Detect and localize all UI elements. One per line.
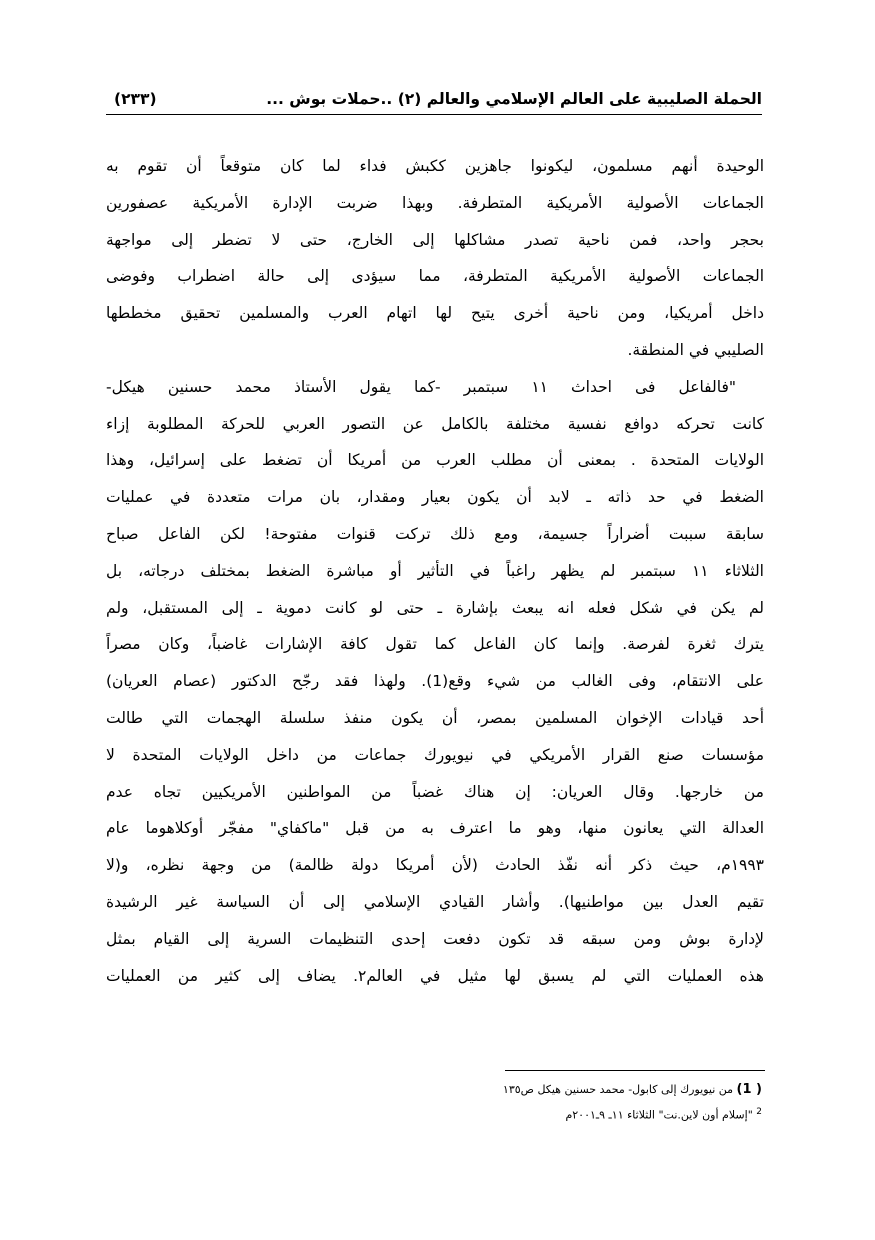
- text-line: الجماعات الأصولية الأمريكية المتطرفة، مما سيؤدى إلى حالة اضطراب وفوضى: [106, 267, 764, 286]
- body-text: [106, 148, 764, 994]
- page-number: (٢٣٣): [114, 90, 157, 108]
- text-line: الصليبي في المنطقة.: [627, 340, 764, 359]
- text-line: يترك ثغرة لفرصة. وإنما كان الفاعل كما تقول كافة الإشارات غاضباً، وكان مصراً: [106, 635, 764, 654]
- text-line: مؤسسات صنع القرار الأمريكي في نيويورك جماعات من داخل الولايات المتحدة لا: [106, 745, 764, 764]
- running-header: [106, 86, 762, 115]
- footnote-1: [300, 1079, 762, 1101]
- footnote-1-marker: ( 1): [736, 1082, 762, 1097]
- footnote-separator: [505, 1070, 765, 1071]
- text-line: تقيم العدل بين مواطنيها). وأشار القيادي الإسلامي إلى أن السياسة غير الرشيدة: [106, 892, 764, 911]
- footnote-2: [300, 1101, 762, 1123]
- text-line: لإدارة بوش ومن سبقه قد تكون دفعت إحدى التنظيمات السرية إلى القيام بمثل: [106, 929, 764, 948]
- text-line: "فالفاعل فى احداث ١١ سبتمبر -كما يقول الأستاذ محمد حسنين هيكل-: [106, 377, 736, 396]
- text-line: سابقة سببت أضراراً جسيمة، ومع ذلك تركت قنوات مفتوحة! لكن الفاعل صباح: [106, 524, 764, 543]
- text-line: من خارجها. وقال العريان: إن هناك غضباً من المواطنين الأمريكيين تجاه عدم: [106, 782, 764, 801]
- text-line: أحد قيادات الإخوان المسلمين بمصر، أن يكون منفذ سلسلة الهجمات التي طالت: [106, 708, 764, 727]
- text-line: الوحيدة أنهم مسلمون، ليكونوا جاهزين ككبش فداء لما كان متوقعاً أن تقوم به: [106, 157, 764, 175]
- text-line: ١٩٩٣م، حيث ذكر أنه نفّذ الحادث (لأن أمريكا دولة ظالمة) من وجهة نظره، و(لا: [106, 856, 764, 875]
- footnotes: [300, 1079, 762, 1123]
- text-line: الضغط في حد ذاته ـ لابد أن يكون بعيار ومقدار، بان مرات متعددة في عمليات: [106, 488, 764, 507]
- footnote-2-text: "إسلام أون لاين.نت" الثلاثاء ١١ـ ٩ـ٢٠٠١م: [565, 1108, 753, 1122]
- text-line: لم يكن في شكل فعله انه يبعث بإشارة ـ حتى لو كانت دموية ـ إلى المستقبل، ولم: [106, 598, 764, 617]
- text-line: الثلاثاء ١١ سبتمبر لم يظهر راغباً في التأثير أو مباشرة الضغط بمختلف درجاته، بل: [106, 561, 764, 580]
- footnote-2-marker: 2: [756, 1107, 762, 1117]
- footnote-1-text: من نيويورك إلى كابول- محمد حسنين هيكل ص١٣٥: [502, 1083, 734, 1096]
- text-line: الولايات المتحدة . بمعنى أن مطلب العرب من أمريكا أن تضغط على إسرائيل، وهذا: [106, 451, 764, 470]
- text-line: كانت تحركه دوافع نفسية مختلفة بالكامل عن التصور العربي للحركة المطلوبة إزاء: [106, 414, 764, 433]
- text-line: على الانتقام، وفى الغالب من شيء وقع(1). ولهذا فقد رجّح الدكتور (عصام العريان): [106, 672, 764, 691]
- text-line: هذه العمليات التي لم يسبق لها مثيل في العالم٢. يضاف إلى كثير من العمليات: [106, 966, 764, 985]
- text-line: بحجر واحد، فمن ناحية تصدر مشاكلها إلى الخارج، حتى لا تضطر إلى مواجهة: [106, 230, 764, 249]
- text-line: داخل أمريكيا، ومن ناحية أخرى يتيح لها اتهام العرب والمسلمين تحقيق مخططها: [106, 304, 764, 323]
- text-line: الجماعات الأصولية الأمريكية المتطرفة. وبهذا ضربت الإدارة الأمريكية عصفورين: [106, 193, 764, 212]
- header-title: الحملة الصليبية على العالم الإسلامي والعالم (٢) ..حملات بوش ...: [266, 90, 762, 108]
- text-line: العدالة التي يعانون منها، وهو ما اعترف به من قبل "ماكفاي" مفجّر أوكلاهوما عام: [106, 819, 764, 838]
